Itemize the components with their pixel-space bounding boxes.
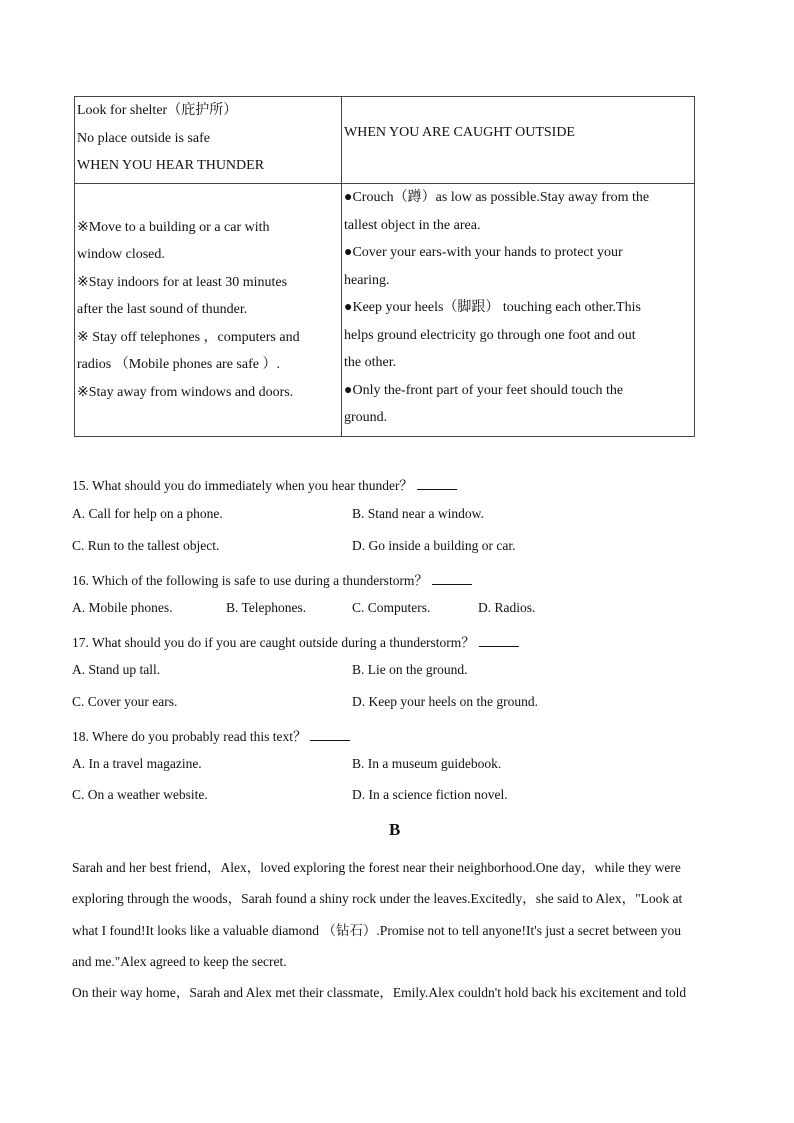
option-a[interactable]: A. In a travel magazine.: [72, 756, 202, 771]
answer-blank[interactable]: [417, 477, 457, 490]
answer-blank[interactable]: [310, 728, 350, 741]
option-d[interactable]: D. Radios.: [478, 600, 536, 615]
table-body-row: [75, 184, 695, 437]
body-right-line: tallest object in the area.: [344, 217, 481, 233]
option-b[interactable]: B. Lie on the ground.: [352, 662, 468, 677]
option-a[interactable]: A. Call for help on a phone.: [72, 506, 223, 521]
body-left-line: window closed.: [77, 247, 165, 262]
passage-b: [72, 852, 712, 1008]
header-left-cell: [75, 97, 342, 184]
body-left-line: ※Stay away from windows and doors.: [77, 384, 294, 400]
option-b[interactable]: B. In a museum guidebook.: [352, 756, 502, 771]
option-b[interactable]: B. Stand near a window.: [352, 506, 484, 521]
body-left-line: ※ Stay off telephones ，computers and: [77, 329, 300, 345]
body-left-line: ※Stay indoors for at least 30 minutes: [77, 274, 288, 290]
option-c[interactable]: C. Cover your ears.: [72, 694, 178, 709]
question-stem: 17. What should you do if you are caught outside during a thunderstorm？: [72, 635, 475, 650]
body-right-line: ●Cover your ears-with your hands to protect your: [344, 245, 623, 260]
question-17: [72, 631, 519, 651]
header-left-line: Look for shelter（庇护所）: [77, 103, 238, 118]
body-right-line: hearing.: [344, 272, 390, 288]
option-d[interactable]: D. In a science fiction novel.: [352, 787, 508, 802]
question-stem: 18. Where do you probably read this text？: [72, 729, 307, 744]
header-right-text: WHEN YOU ARE CAUGHT OUTSIDE: [344, 125, 575, 141]
body-left-line: radios （Mobile phones are safe ）.: [77, 357, 280, 372]
option-b[interactable]: B. Telephones.: [226, 600, 307, 615]
body-right-line: ●Only the-front part of your feet should touch the: [344, 382, 624, 398]
body-right-line: helps ground electricity go through one foot and out: [344, 327, 636, 343]
option-a[interactable]: A. Mobile phones.: [72, 600, 173, 615]
body-right-line: ground.: [344, 410, 388, 425]
passage-line: what I found!It looks like a valuable diamond （钻石）.Promise not to tell anyone!It's just a secret between you: [72, 922, 682, 938]
question-stem: 15. What should you do immediately when you hear thunder？: [72, 478, 413, 493]
body-left-cell: [75, 184, 342, 437]
option-a[interactable]: A. Stand up tall.: [72, 662, 161, 677]
question-15: [72, 474, 457, 494]
body-left-line: ※Move to a building or a car with: [77, 219, 270, 235]
question-16: [72, 569, 472, 589]
header-left-line: WHEN YOU HEAR THUNDER: [77, 158, 265, 173]
header-left-line: No place outside is safe: [77, 130, 210, 146]
passage-line: and me."Alex agreed to keep the secret.: [72, 953, 287, 969]
body-right-line: ●Keep your heels（脚跟） touching each other.This: [344, 300, 641, 315]
body-right-line: ●Crouch（蹲）as low as possible.Stay away from the: [344, 190, 650, 205]
passage-line: On their way home，Sarah and Alex met their classmate，Emily.Alex couldn't hold back his excitement and told: [72, 985, 687, 1001]
passage-line: exploring through the woods，Sarah found a shiny rock under the leaves.Excitedly，she said to Alex，"Look at: [72, 891, 683, 907]
thunderstorm-safety-table: [74, 96, 695, 437]
body-right-line: the other.: [344, 355, 397, 370]
option-c[interactable]: C. On a weather website.: [72, 787, 208, 802]
body-right-cell: [342, 184, 695, 437]
section-heading: B: [389, 820, 401, 839]
passage-line: Sarah and her best friend，Alex，loved exploring the forest near their neighborhood.One day，while they were: [72, 860, 681, 875]
option-c[interactable]: C. Run to the tallest object.: [72, 538, 220, 553]
answer-blank[interactable]: [479, 634, 519, 647]
table-header-row: [75, 97, 695, 184]
question-stem: 16. Which of the following is safe to use during a thunderstorm？: [72, 573, 428, 588]
answer-blank[interactable]: [432, 572, 472, 585]
option-d[interactable]: D. Keep your heels on the ground.: [352, 694, 538, 709]
option-d[interactable]: D. Go inside a building or car.: [352, 538, 516, 553]
option-c[interactable]: C. Computers.: [352, 600, 431, 615]
body-left-line: after the last sound of thunder.: [77, 302, 248, 317]
question-18: [72, 725, 350, 745]
header-right-cell: [342, 97, 695, 184]
